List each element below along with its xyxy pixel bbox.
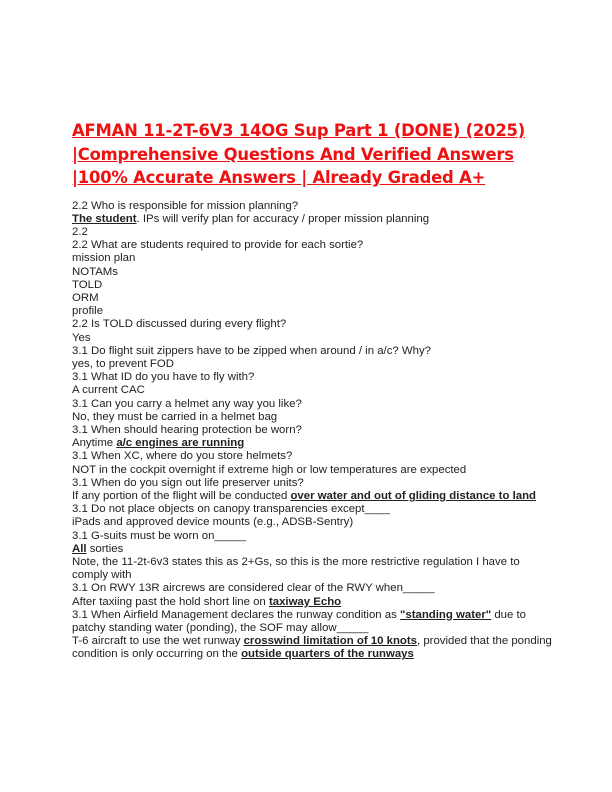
line-text: Anytime <box>72 437 117 450</box>
qa-line <box>72 596 552 609</box>
qa-line <box>72 226 552 239</box>
qa-line <box>72 384 552 397</box>
line-text: 2.2 <box>72 225 88 238</box>
qa-line <box>72 609 552 635</box>
line-text: 3.1 When XC, where do you store helmets? <box>72 450 293 463</box>
line-text: A current CAC <box>72 384 145 397</box>
emphasized-answer: over water and out of gliding distance to land <box>290 489 537 502</box>
line-text: Note, the 11-2t-6v3 states this as 2+Gs, so this is the more restrictive regulation I have to comply with <box>72 555 520 582</box>
line-text: , provided that the ponding condition is only occurring on the <box>72 635 552 661</box>
qa-line <box>72 582 552 595</box>
title-line-1: AFMAN 11-2T-6V3 14OG Sup Part 1 (DONE) (2025) <box>72 121 526 140</box>
emphasized-answer: The student <box>72 212 137 225</box>
line-text: 3.1 Do flight suit zippers have to be zipped when around / in a/c? Why? <box>72 344 432 357</box>
qa-line <box>72 345 552 358</box>
line-text: due to patchy standing water (ponding), the SOF may allow_____ <box>72 608 527 634</box>
line-text: iPads and approved device mounts (e.g., ADSB-Sentry) <box>72 516 354 529</box>
qa-line <box>72 266 552 279</box>
qa-line <box>72 477 552 490</box>
qa-line <box>72 635 552 661</box>
emphasized-answer: outside quarters of the runways <box>241 648 414 661</box>
line-text: No, they must be carried in a helmet bag <box>72 410 278 423</box>
line-text: TOLD <box>72 278 103 291</box>
line-text: If any portion of the flight will be conducted <box>72 489 291 502</box>
line-text: 3.1 Can you carry a helmet any way you like? <box>72 397 302 410</box>
emphasized-answer: "standing water" <box>399 608 492 621</box>
line-text: 3.1 When Airfield Management declares the runway condition as <box>72 608 400 621</box>
qa-body <box>72 200 552 662</box>
qa-line <box>72 252 552 265</box>
line-text: 3.1 What ID do you have to fly with? <box>72 371 255 384</box>
qa-line <box>72 292 552 305</box>
qa-line <box>72 530 552 543</box>
line-text: 2.2 What are students required to provide for each sortie? <box>72 239 364 252</box>
emphasized-answer: taxiway Echo <box>268 595 342 608</box>
qa-line <box>72 543 552 556</box>
line-text: 2.2 Is TOLD discussed during every flight? <box>72 318 287 331</box>
qa-line <box>72 503 552 516</box>
line-text: yes, to prevent FOD <box>72 357 174 370</box>
qa-line <box>72 450 552 463</box>
qa-line <box>72 424 552 437</box>
line-text: 3.1 When should hearing protection be worn? <box>72 423 302 436</box>
line-text: ORM <box>72 291 99 304</box>
line-text: NOTAMs <box>72 265 118 278</box>
line-text: sorties <box>86 542 124 555</box>
line-text: T-6 aircraft to use the wet runway <box>72 635 244 648</box>
qa-line <box>72 371 552 384</box>
line-text: Yes <box>72 331 91 344</box>
line-text: 3.1 On RWY 13R aircrews are considered clear of the RWY when_____ <box>72 582 435 595</box>
line-text: NOT in the cockpit overnight if extreme high or low temperatures are expected <box>72 463 467 476</box>
title-line-2: |Comprehensive Questions And Verified Answers <box>72 144 514 164</box>
qa-line <box>72 516 552 529</box>
qa-line <box>72 332 552 345</box>
qa-line <box>72 398 552 411</box>
qa-line <box>72 279 552 292</box>
line-text: 3.1 Do not place objects on canopy transparencies except____ <box>72 503 390 516</box>
emphasized-answer: crosswind limitation of 10 knots <box>243 635 417 648</box>
emphasized-answer: All <box>72 542 87 555</box>
qa-line <box>72 213 552 226</box>
qa-line <box>72 318 552 331</box>
line-text: . IPs will verify plan for accuracy / proper mission planning <box>136 212 430 225</box>
emphasized-answer: a/c engines are running <box>116 437 245 450</box>
qa-line <box>72 411 552 424</box>
qa-line <box>72 200 552 213</box>
document-title <box>72 119 552 190</box>
qa-line <box>72 437 552 450</box>
line-text: 3.1 G-suits must be worn on_____ <box>72 529 247 542</box>
qa-line <box>72 305 552 318</box>
line-text: 2.2 Who is responsible for mission planning? <box>72 199 299 212</box>
qa-line <box>72 490 552 503</box>
line-text: profile <box>72 305 104 318</box>
line-text: After taxiing past the hold short line on <box>72 595 269 608</box>
qa-line <box>72 358 552 371</box>
line-text: 3.1 When do you sign out life preserver units? <box>72 476 304 489</box>
qa-line <box>72 239 552 252</box>
qa-line <box>72 464 552 477</box>
qa-line <box>72 556 552 582</box>
title-line-3: |100% Accurate Answers | Already Graded A+ <box>72 168 486 187</box>
line-text: mission plan <box>72 252 136 265</box>
